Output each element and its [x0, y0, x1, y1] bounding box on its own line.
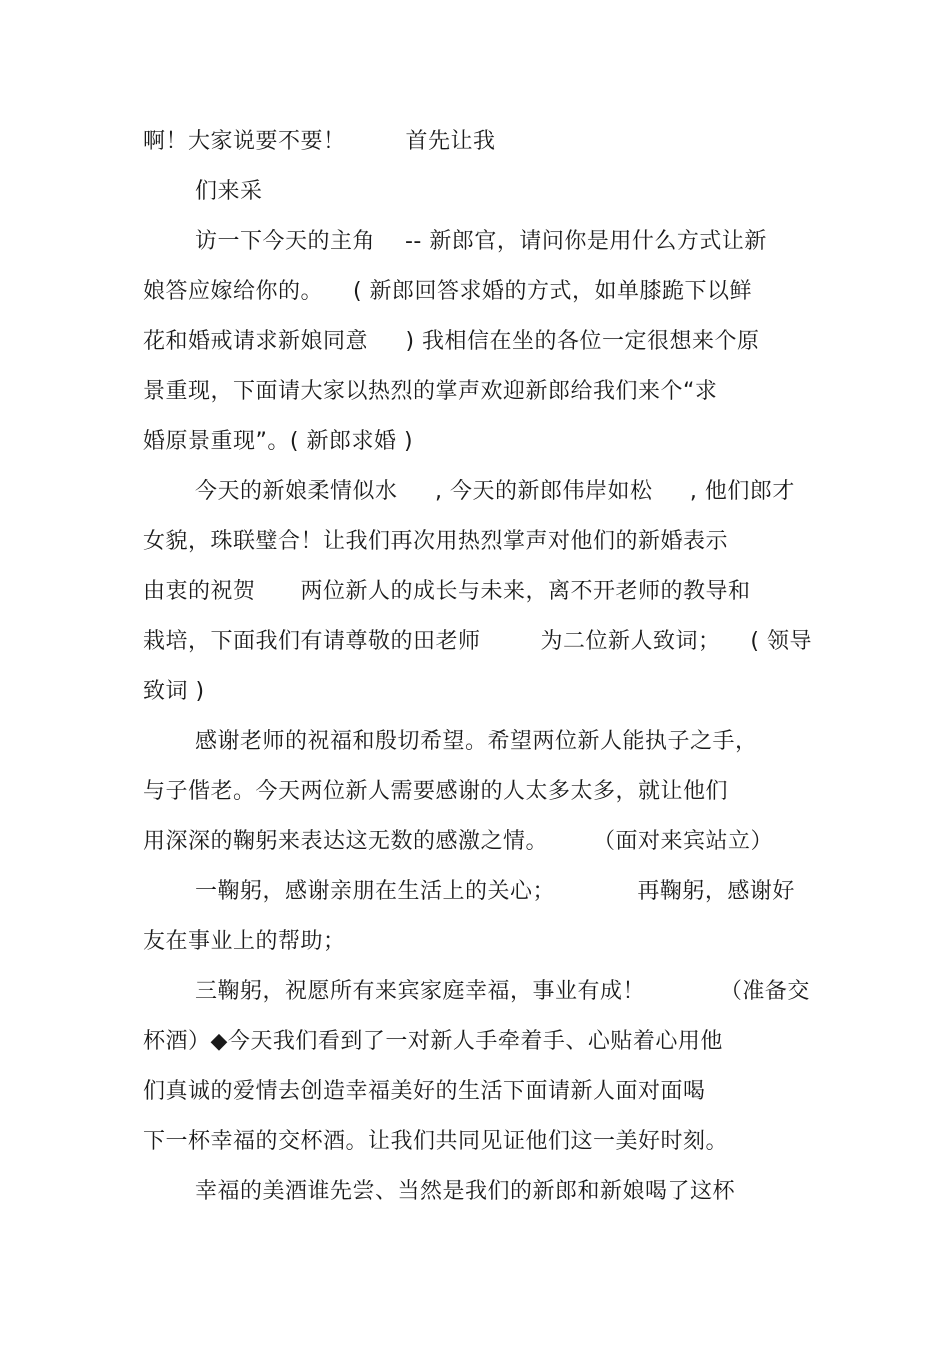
- text-line: 杯酒）◆今天我们看到了一对新人手牵着手、心贴着心用他: [143, 1029, 723, 1054]
- text-line: 女貌，珠联璧合！让我们再次用热烈掌声对他们的新婚表示: [143, 529, 729, 554]
- text-line: 们来采: [195, 179, 263, 204]
- text-line: 三鞠躬，祝愿所有来宾家庭幸福，事业有成！ （准备交: [195, 979, 810, 1004]
- text-line: 花和婚戒请求新娘同意 ) 我相信在坐的各位一定很想来个原: [143, 329, 760, 354]
- text-line: 啊！大家说要不要！ 首先让我: [143, 129, 496, 154]
- text-line: 与子偕老。今天两位新人需要感谢的人太多太多，就让他们: [143, 779, 729, 804]
- text-line: 访一下今天的主角 -- 新郎官，请问你是用什么方式让新: [195, 229, 767, 254]
- text-line: 由衷的祝贺 两位新人的成长与未来，离不开老师的教导和: [143, 579, 751, 604]
- text-line: 景重现，下面请大家以热烈的掌声欢迎新郎给我们来个“求: [143, 379, 718, 404]
- text-line: 今天的新娘柔情似水 , 今天的新郎伟岸如松 , 他们郎才: [195, 479, 795, 504]
- text-line: 下一杯幸福的交杯酒。让我们共同见证他们这一美好时刻。: [143, 1129, 729, 1154]
- text-line: 一鞠躬，感谢亲朋在生活上的关心； 再鞠躬，感谢好: [195, 879, 795, 904]
- text-line: 幸福的美酒谁先尝、当然是我们的新郎和新娘喝了这杯: [195, 1179, 736, 1204]
- text-line: 娘答应嫁给你的。 ( 新郎回答求婚的方式，如单膝跪下以鲜: [143, 279, 753, 304]
- text-line: 致词 ): [143, 679, 205, 704]
- text-line: 友在事业上的帮助；: [143, 929, 346, 954]
- text-line: 们真诚的爱情去创造幸福美好的生活下面请新人面对面喝: [143, 1079, 706, 1104]
- text-line: 用深深的鞠躬来表达这无数的感激之情。 （面对来宾站立）: [143, 829, 773, 854]
- text-line: 婚原景重现”。( 新郎求婚 ): [143, 429, 414, 454]
- text-line: 感谢老师的祝福和殷切希望。希望两位新人能执子之手，: [195, 729, 758, 754]
- text-line: 栽培，下面我们有请尊敬的田老师 为二位新人致词； ( 领导: [143, 629, 812, 654]
